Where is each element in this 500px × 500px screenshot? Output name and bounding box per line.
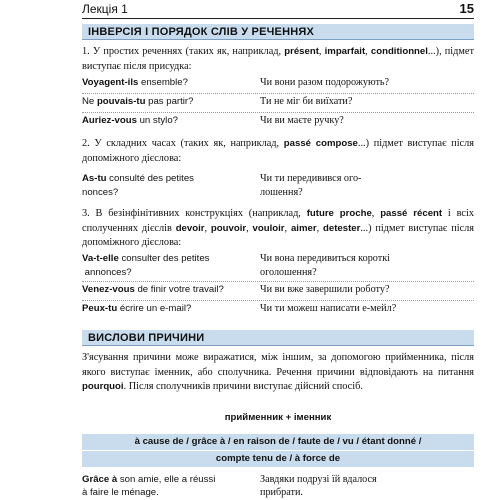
example-fr: Peux-tu écrire un e-mail? xyxy=(82,303,192,314)
example-fr: Voyagent-ils ensemble? xyxy=(82,77,188,88)
example-ua: Завдяки подрузі їй вдалося прибрати. xyxy=(260,474,377,498)
formula: прийменник + іменник xyxy=(224,412,332,423)
example-ua: Чи вона передивиться короткі оголошення? xyxy=(260,253,390,278)
example-ua: Чи ти передивився ого- лошення? xyxy=(260,173,362,198)
page-number: 15 xyxy=(459,1,474,16)
example-ua: Чи ви маєте ручку? xyxy=(260,115,344,126)
example-ua: Чи вони разом подорожують? xyxy=(260,77,390,88)
divider xyxy=(82,112,474,113)
section-title-inversion: ІНВЕРСІЯ І ПОРЯДОК СЛІВ У РЕЧЕННЯХ xyxy=(82,24,474,40)
preposition-band: compte tenu de / à force de xyxy=(82,451,474,467)
paragraph-cause: З'ясування причини може виражатися, між іншим, за допомогою прийменника, після якого виступає іменник, або сполучника. Речення причини відповідають на питання pourquoi. Після сполучників причини виступає дійсний спосіб. xyxy=(82,352,474,392)
example-fr: Va-t-elle consulter des petites annonces? xyxy=(82,253,210,278)
example-fr: Auriez-vous un stylo? xyxy=(82,115,178,126)
section-title-cause: ВИСЛОВИ ПРИЧИНИ xyxy=(82,330,474,346)
paragraph-1: 1. У простих реченнях (таких як, наприклад, présent, imparfait, conditionnel...), підмет виступає після присудка: xyxy=(82,46,474,72)
example-ua: Чи ти можеш написати е-мейл? xyxy=(260,303,397,314)
paragraph-2: 2. У складних часах (таких як, наприклад, passé compose...) підмет виступає після допоміжного дієслова: xyxy=(82,138,474,164)
example-ua: Чи ви вже завершили роботу? xyxy=(260,284,390,295)
example-ua: Ти не міг би виїхати? xyxy=(260,96,353,107)
divider xyxy=(82,300,474,301)
paragraph-3: 3. В безінфінітивних конструкціях (наприклад, future proche, passé récent і всіх сполученнях дієслів devoir, pouvoir, vouloir, aimer, detester...) підмет виступає після допоміжного дієслова: xyxy=(82,208,475,248)
example-fr: Venez-vous de finir votre travail? xyxy=(82,284,224,295)
example-fr: As-tu consulté des petites nonces? xyxy=(82,173,194,198)
divider xyxy=(82,93,474,94)
example-fr: Grâce à son amie, elle a réussi à faire le ménage. xyxy=(82,474,216,498)
preposition-band: à cause de / grâce à / en raison de / faute de / vu / étant donné / xyxy=(82,434,474,450)
page-header xyxy=(82,0,474,19)
lecture-label: Лекція 1 xyxy=(82,2,128,16)
divider xyxy=(82,281,474,282)
example-fr: Ne pouvais-tu pas partir? xyxy=(82,96,194,107)
